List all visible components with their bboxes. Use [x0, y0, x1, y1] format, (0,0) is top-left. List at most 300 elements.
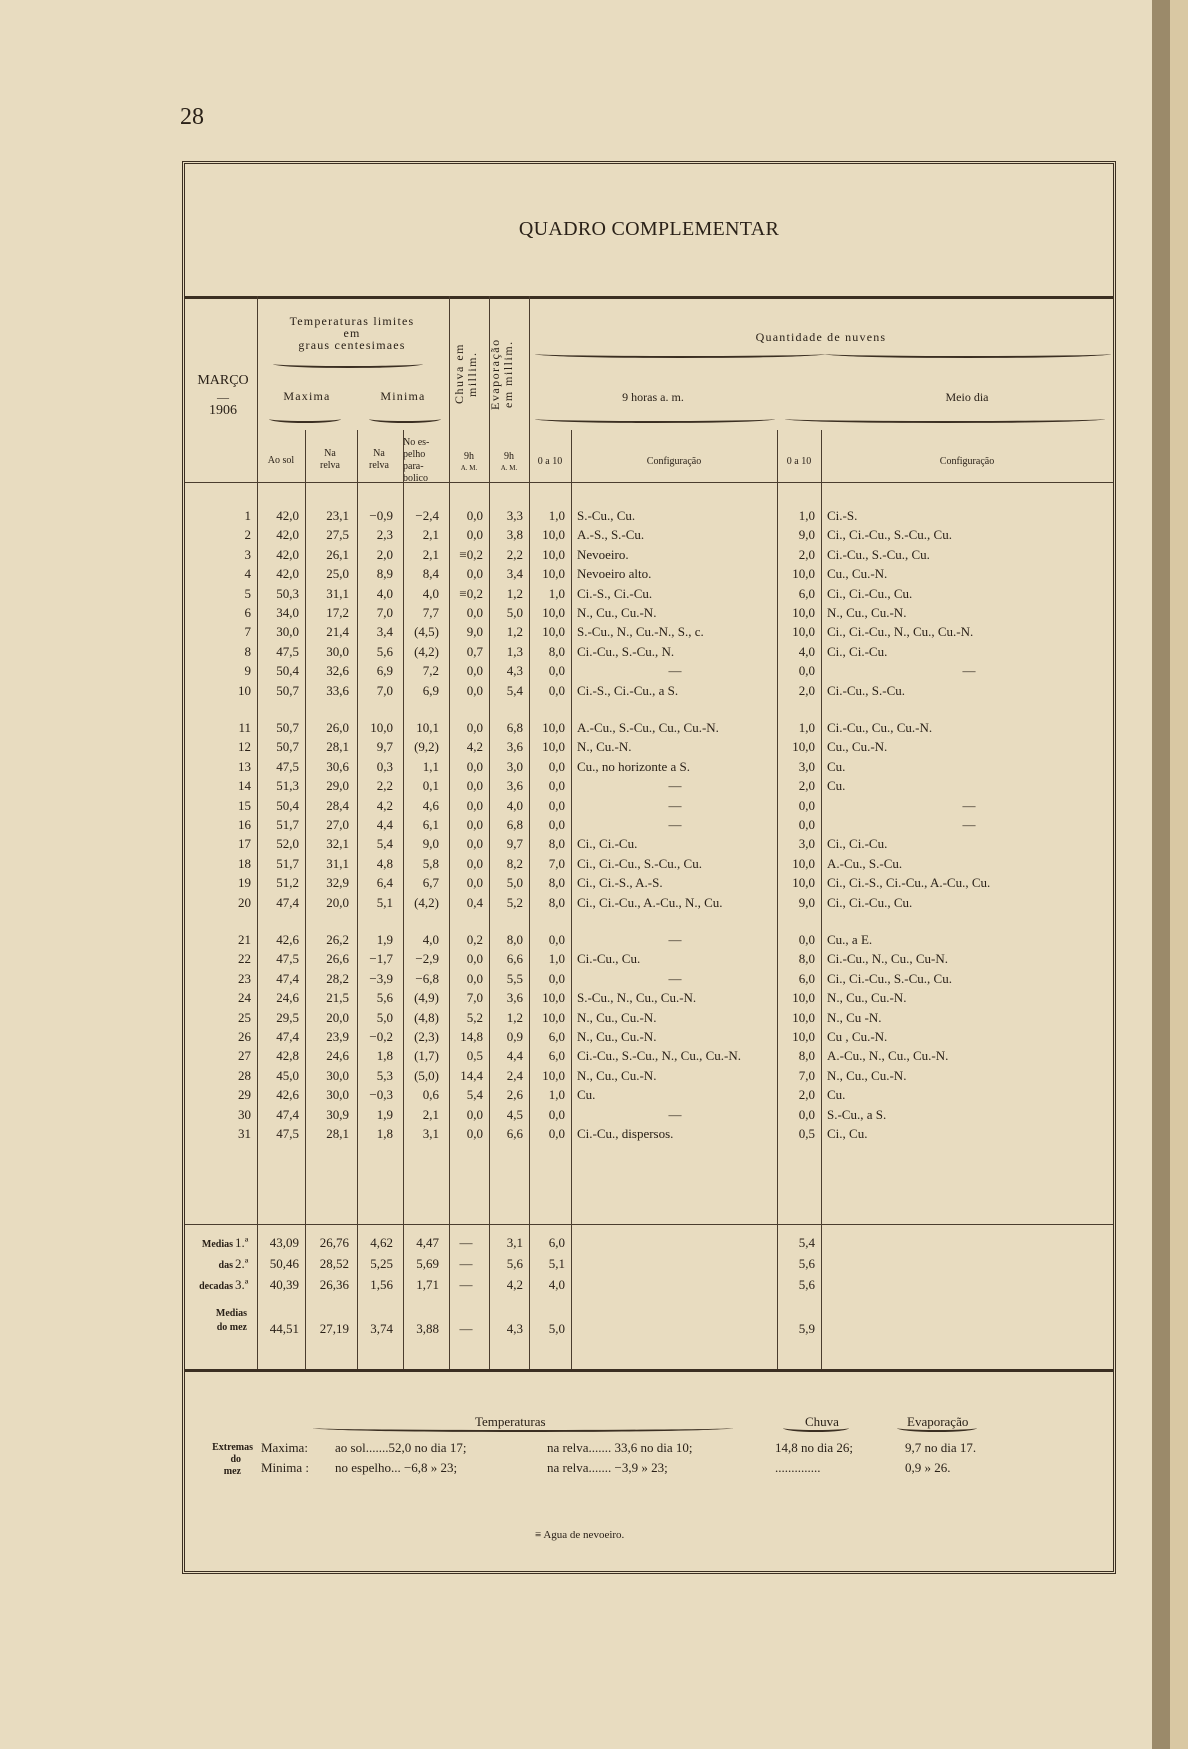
page-edge	[1152, 0, 1170, 1749]
cell-ev: 2,4	[506, 1067, 523, 1083]
cell-nm: 6,0	[798, 970, 815, 986]
cell-d: 13	[238, 758, 251, 774]
evap-header-2: em millim.	[501, 340, 515, 408]
cell-sol: 47,5	[276, 951, 299, 967]
cell-ev: 5,0	[506, 605, 523, 620]
cell-rmin: 1,9	[376, 1106, 393, 1122]
cell-sol: 51,7	[276, 855, 299, 871]
cell-rmax: 26,1	[326, 546, 349, 562]
cell-d: 19	[238, 875, 251, 891]
cell-cm: Cu , Cu.-N.	[827, 1029, 888, 1044]
cell-nm: 9,0	[798, 527, 815, 543]
cell-ev: 0,9	[506, 1029, 523, 1044]
cell-rmin: 5,0	[376, 1009, 393, 1025]
na-relva-min-header-2: relva	[369, 460, 389, 471]
cell-c9: Ci.-S., Ci.-Cu., a S.	[577, 682, 679, 698]
cell-cm: Cu.	[827, 758, 846, 774]
footer-maxima-label: Maxima:	[261, 1440, 308, 1455]
month-label: MARÇO	[197, 373, 249, 388]
cell-c9: Ci., Ci.-Cu.	[577, 836, 638, 852]
media-cell-esp: 5,69	[416, 1256, 439, 1271]
page-title: QUADRO COMPLEMENTAR	[518, 218, 780, 240]
cell-c9: Cu., no horizonte a S.	[577, 758, 691, 774]
cell-esp: (4,9)	[414, 990, 439, 1006]
cell-rmax: 30,0	[326, 1067, 349, 1083]
evaporacao-header	[489, 314, 527, 434]
brace	[783, 1424, 849, 1432]
cell-ev: 3,3	[506, 508, 523, 523]
cell-nm: 0,0	[798, 797, 815, 813]
cell-esp: 7,7	[422, 605, 439, 620]
cell-c9: N., Cu., Cu.-N.	[577, 1067, 657, 1083]
cell-n9: 6,0	[548, 1048, 565, 1064]
cell-n9: 0,0	[548, 758, 565, 774]
cell-c9: Nevoeiro.	[577, 546, 629, 562]
cell-ch: 0,0	[466, 1126, 483, 1141]
cell-nm: 2,0	[798, 778, 815, 794]
cell-cm: Cu., Cu.-N.	[827, 566, 888, 582]
cell-c9: —	[668, 817, 682, 832]
cell-esp: 6,1	[422, 817, 439, 832]
chuva-header-1: Chuva em	[452, 343, 466, 405]
col-divider	[449, 296, 450, 1369]
brace	[269, 415, 341, 423]
cell-rmax: 25,0	[326, 566, 349, 582]
media-mez-cell-ch: —	[459, 1321, 473, 1336]
cell-ev: 5,4	[506, 682, 523, 698]
brace	[535, 350, 825, 358]
cell-ev: 1,2	[506, 624, 523, 640]
footer-max-chuva: 14,8 no dia 26;	[775, 1440, 853, 1455]
cell-cm: N., Cu., Cu.-N.	[827, 605, 907, 620]
cell-esp: 4,6	[422, 797, 439, 813]
cell-rmax: 31,1	[326, 855, 349, 871]
cell-d: 12	[238, 739, 251, 755]
cell-nm: 0,0	[798, 932, 815, 947]
footer-min-t2: na relva....... −3,9 » 23;	[547, 1460, 668, 1475]
brace	[535, 415, 775, 423]
cell-rmin: −1,7	[369, 951, 393, 967]
cell-n9: 10,0	[542, 720, 565, 735]
cell-ch: 0,0	[466, 836, 483, 852]
media-cell-nm: 5,6	[798, 1277, 815, 1292]
cell-nm: 10,0	[792, 566, 815, 582]
cell-nm: 0,5	[798, 1126, 815, 1141]
cell-cm: —	[962, 797, 976, 813]
cell-n9: 1,0	[548, 951, 565, 967]
cell-sol: 42,8	[276, 1048, 299, 1064]
cell-cm: Ci.-S.	[827, 508, 858, 523]
cell-n9: 8,0	[548, 836, 565, 852]
cell-ch: 0,0	[466, 817, 483, 832]
cell-sol: 29,5	[276, 1009, 299, 1025]
cell-n9: 10,0	[542, 1067, 565, 1083]
cell-c9: Ci.-Cu., S.-Cu., N., Cu., Cu.-N.	[577, 1048, 741, 1064]
cell-sol: 30,0	[276, 624, 299, 640]
cell-nm: 10,0	[792, 1009, 815, 1025]
media-cell-sol: 40,39	[269, 1277, 299, 1292]
media-mez-cell-nm: 5,9	[798, 1321, 815, 1336]
cell-sol: 47,5	[276, 758, 299, 774]
cell-ev: 3,6	[506, 739, 523, 755]
cell-esp: 5,8	[422, 855, 439, 871]
cell-esp: 2,1	[422, 546, 439, 562]
cell-nm: 1,0	[798, 508, 815, 523]
cell-ch: 5,2	[466, 1009, 483, 1025]
cell-sol: 42,0	[276, 546, 299, 562]
cell-n9: 10,0	[542, 990, 565, 1006]
footer-max-t2: na relva....... 33,6 no dia 10;	[547, 1440, 693, 1455]
cell-d: 31	[238, 1126, 251, 1141]
media-cell-nm: 5,6	[798, 1256, 815, 1271]
cell-ch: 0,0	[466, 663, 483, 679]
cell-esp: (9,2)	[414, 739, 439, 755]
cell-ch: 0,4	[466, 894, 483, 910]
footer-max-evap: 9,7 no dia 17.	[905, 1440, 977, 1455]
cell-sol: 47,5	[276, 1126, 299, 1141]
cell-esp: 0,6	[422, 1087, 439, 1103]
cell-nm: 10,0	[792, 990, 815, 1006]
cell-rmin: 9,7	[376, 739, 393, 755]
brace	[313, 1424, 733, 1432]
cell-d: 18	[238, 855, 251, 871]
cell-rmax: 17,2	[326, 605, 349, 620]
cell-rmin: 1,8	[376, 1126, 393, 1141]
cell-d: 5	[244, 585, 251, 601]
col-divider	[529, 296, 530, 1369]
cell-ev: 5,0	[506, 875, 523, 891]
cell-nm: 10,0	[792, 739, 815, 755]
cell-sol: 51,7	[276, 817, 299, 832]
cell-cm: Ci., Ci.-Cu., N., Cu., Cu.-N.	[827, 624, 974, 640]
chuva-header	[453, 314, 489, 434]
cell-nm: 2,0	[798, 1087, 815, 1103]
cell-ev: 1,2	[506, 585, 523, 601]
cell-rmax: 23,9	[326, 1029, 349, 1044]
cell-ch: 0,0	[466, 970, 483, 986]
cell-cm: Ci., Ci.-Cu., S.-Cu., Cu.	[827, 970, 952, 986]
media-cell-sol: 50,46	[269, 1256, 299, 1271]
brace	[897, 1424, 977, 1432]
footer-divider	[185, 1369, 1113, 1372]
cell-rmin: −0,3	[369, 1087, 393, 1103]
cell-n9: 0,0	[548, 1106, 565, 1122]
cell-rmin: 7,0	[376, 605, 393, 620]
cell-rmax: 27,0	[326, 817, 349, 832]
cell-rmax: 23,1	[326, 508, 349, 523]
cell-rmin: −0,2	[369, 1029, 393, 1044]
table-frame	[182, 161, 1116, 1574]
cell-ev: 5,2	[506, 894, 523, 910]
cell-esp: (5,0)	[414, 1067, 439, 1083]
cell-d: 7	[244, 624, 251, 640]
cell-d: 23	[238, 970, 251, 986]
cell-c9: N., Cu., Cu.-N.	[577, 1009, 657, 1025]
cell-d: 2	[244, 527, 251, 543]
footer-extremas-3: mez	[223, 1466, 241, 1477]
footer-nota: ≡ Agua de nevoeiro.	[535, 1529, 625, 1541]
cell-cm: Cu.	[827, 778, 846, 794]
cell-d: 15	[238, 797, 251, 813]
cell-sol: 50,3	[276, 585, 299, 601]
cell-n9: 1,0	[548, 585, 565, 601]
media-mez-cell-esp: 3,88	[416, 1321, 439, 1336]
cell-nm: 8,0	[798, 1048, 815, 1064]
cell-ch: ≡0,2	[459, 585, 483, 601]
hora-header-chuva: 9h	[464, 451, 474, 462]
na-relva-max-header-2: relva	[320, 460, 340, 471]
cell-cm: Ci., Ci.-S., Ci.-Cu., A.-Cu., Cu.	[827, 875, 991, 891]
maxima-header: Maxima	[283, 389, 331, 403]
cell-rmax: 20,0	[326, 1009, 349, 1025]
config-header-9h: Configuração	[646, 456, 702, 467]
brace	[785, 415, 1105, 423]
cell-sol: 50,7	[276, 682, 299, 698]
cell-ch: 7,0	[466, 990, 483, 1006]
cell-ch: 0,5	[466, 1048, 483, 1064]
cell-rmax: 30,6	[326, 758, 349, 774]
cell-c9: A.-Cu., S.-Cu., Cu., Cu.-N.	[577, 720, 719, 735]
cell-rmax: 32,9	[326, 875, 349, 891]
cell-n9: 10,0	[542, 605, 565, 620]
cell-nm: 6,0	[798, 585, 815, 601]
cell-c9: S.-Cu., N., Cu., Cu.-N.	[577, 990, 697, 1006]
cell-rmin: 3,4	[376, 624, 393, 640]
media-mez-cell-rmin: 3,74	[370, 1321, 393, 1336]
meio-dia-header: Meio dia	[945, 390, 989, 404]
cell-esp: (1,7)	[414, 1048, 439, 1064]
cell-nm: 9,0	[798, 894, 815, 910]
cell-sol: 24,6	[276, 990, 299, 1006]
cell-sol: 42,0	[276, 527, 299, 543]
cell-esp: 6,7	[422, 875, 439, 891]
cell-d: 30	[238, 1106, 251, 1122]
cell-sol: 47,4	[276, 894, 299, 910]
cell-rmax: 30,0	[326, 643, 349, 659]
cell-cm: A.-Cu., N., Cu., Cu.-N.	[827, 1048, 949, 1064]
cell-nm: 10,0	[792, 1029, 815, 1044]
footer-min-evap: 0,9 » 26.	[905, 1460, 951, 1475]
cell-c9: S.-Cu., N., Cu.-N., S., c.	[577, 624, 704, 640]
cell-cm: Ci., Ci.-Cu., Cu.	[827, 585, 913, 601]
cell-ch: 0,0	[466, 605, 483, 620]
espelho-header-2: pelho	[403, 449, 426, 460]
cell-cm: N., Cu., Cu.-N.	[827, 990, 907, 1006]
cell-n9: 10,0	[542, 1009, 565, 1025]
brace	[273, 360, 423, 368]
cell-ch: 4,2	[466, 739, 483, 755]
page-number: 28	[180, 104, 204, 130]
cell-esp: 4,0	[422, 932, 439, 947]
cell-ev: 3,6	[506, 990, 523, 1006]
cell-sol: 45,0	[276, 1067, 299, 1083]
cell-ch: 0,7	[466, 643, 483, 659]
cell-cm: Ci.-Cu., S.-Cu., Cu.	[827, 546, 930, 562]
media-mez-cell-sol: 44,51	[269, 1321, 299, 1336]
cell-cm: —	[962, 663, 976, 679]
cell-c9: Ci.-Cu., Cu.	[577, 951, 641, 967]
cell-ch: 0,2	[466, 932, 483, 947]
minima-header: Minima	[380, 389, 426, 403]
cell-d: 29	[238, 1087, 251, 1103]
footer-max-t1: ao sol.......52,0 no dia 17;	[335, 1440, 467, 1455]
cell-cm: Ci., Ci.-Cu., S.-Cu., Cu.	[827, 527, 952, 543]
cell-ev: 2,6	[506, 1087, 523, 1103]
cell-ch: 0,0	[466, 951, 483, 967]
media-mez-label: Medias	[215, 1308, 247, 1319]
cell-d: 26	[238, 1029, 251, 1044]
am-header-chuva: A. M.	[460, 464, 478, 472]
cell-esp: −2,4	[415, 508, 439, 523]
cell-ev: 8,2	[506, 855, 523, 871]
cell-ch: 14,8	[460, 1029, 483, 1044]
cell-sol: 47,4	[276, 1106, 299, 1122]
cell-c9: —	[668, 970, 682, 986]
cell-ch: 0,0	[466, 778, 483, 794]
cell-n9: 7,0	[548, 855, 565, 871]
cell-ev: 3,8	[506, 527, 523, 543]
media-cell-rmax: 28,52	[319, 1256, 349, 1271]
cell-n9: 0,0	[548, 778, 565, 794]
col-divider	[571, 430, 572, 1369]
cell-rmax: 28,1	[326, 1126, 349, 1141]
col-divider	[821, 430, 822, 1369]
cell-ev: 4,0	[506, 797, 523, 813]
cell-nm: 10,0	[792, 875, 815, 891]
cell-ev: 4,4	[506, 1048, 523, 1064]
cell-c9: Cu.	[577, 1087, 596, 1103]
cell-ch: 5,4	[466, 1087, 483, 1103]
medias-label: das	[218, 1260, 233, 1271]
cell-nm: 10,0	[792, 624, 815, 640]
cell-d: 25	[238, 1009, 251, 1025]
cell-ch: 0,0	[466, 566, 483, 582]
cell-ch: 0,0	[466, 797, 483, 813]
am-header-evap: A. M.	[500, 464, 518, 472]
media-cell-d: 1.ª	[235, 1235, 249, 1250]
media-cell-ch: —	[459, 1235, 473, 1250]
cell-ev: 3,6	[506, 778, 523, 794]
media-cell-n9: 4,0	[548, 1277, 565, 1292]
cell-rmin: 5,6	[376, 643, 393, 659]
cell-cm: Ci.-Cu., N., Cu., Cu-N.	[827, 951, 948, 967]
media-cell-nm: 5,4	[798, 1235, 815, 1250]
cell-ev: 8,0	[506, 932, 523, 947]
cell-esp: 10,1	[416, 720, 439, 735]
cell-rmin: 10,0	[370, 720, 393, 735]
cell-sol: 50,4	[276, 797, 299, 813]
cell-ch: 0,0	[466, 682, 483, 698]
cell-d: 16	[238, 817, 251, 832]
cell-d: 4	[244, 566, 251, 582]
cell-d: 22	[238, 951, 251, 967]
cell-sol: 42,0	[276, 508, 299, 523]
cell-rmax: 32,1	[326, 836, 349, 852]
temp-group-line3: graus centesimaes	[298, 338, 406, 352]
media-cell-ch: —	[459, 1256, 473, 1271]
cell-c9: A.-S., S.-Cu.	[577, 527, 645, 543]
cell-esp: 6,9	[422, 682, 439, 698]
cell-rmin: 6,9	[376, 663, 393, 679]
cell-c9: —	[668, 932, 682, 947]
col-divider	[489, 296, 490, 1369]
temp-group-line1: Temperaturas limites	[289, 314, 415, 328]
cell-n9: 8,0	[548, 643, 565, 659]
cell-rmax: 21,5	[326, 990, 349, 1006]
cell-c9: —	[668, 778, 682, 794]
cell-cm: Cu., a E.	[827, 932, 873, 947]
media-cell-ev: 4,2	[506, 1277, 523, 1292]
cell-ch: 0,0	[466, 758, 483, 774]
hora-header-evap: 9h	[504, 451, 514, 462]
cell-sol: 42,6	[276, 932, 299, 947]
cell-rmax: 21,4	[326, 624, 349, 640]
cell-c9: Ci.-S., Ci.-Cu.	[577, 585, 653, 601]
cell-sol: 50,7	[276, 720, 299, 735]
ao-sol-header: Ao sol	[267, 455, 295, 466]
media-cell-esp: 1,71	[416, 1277, 439, 1292]
cell-cm: N., Cu., Cu.-N.	[827, 1067, 907, 1083]
cell-d: 14	[238, 778, 251, 794]
cell-cm: —	[962, 817, 976, 832]
cell-n9: 0,0	[548, 1126, 565, 1141]
temp-group-line2: em	[343, 326, 361, 340]
cell-rmin: 5,6	[376, 990, 393, 1006]
cell-c9: N., Cu., Cu.-N.	[577, 605, 657, 620]
cell-rmin: 4,8	[376, 855, 393, 871]
cell-esp: 9,0	[422, 836, 439, 852]
cell-c9: —	[668, 663, 682, 679]
cell-n9: 10,0	[542, 739, 565, 755]
cell-sol: 50,4	[276, 663, 299, 679]
footer-temperaturas: Temperaturas	[475, 1414, 546, 1429]
cell-ev: 1,2	[506, 1009, 523, 1025]
media-cell-esp: 4,47	[416, 1235, 439, 1250]
media-cell-ev: 5,6	[506, 1256, 523, 1271]
cell-sol: 51,3	[276, 778, 299, 794]
year-label: 1906	[209, 403, 237, 418]
cell-d: 17	[238, 836, 251, 852]
cell-c9: Ci., Ci.-S., A.-S.	[577, 875, 663, 891]
zero-dez-header-9h: 0 a 10	[537, 456, 563, 467]
media-cell-n9: 6,0	[548, 1235, 565, 1250]
cell-ev: 6,6	[506, 1126, 523, 1141]
cell-esp: 3,1	[422, 1126, 439, 1141]
cell-c9: Ci., Ci.-Cu., A.-Cu., N., Cu.	[577, 894, 723, 910]
cell-cm: Ci.-Cu., Cu., Cu.-N.	[827, 720, 933, 735]
cell-nm: 0,0	[798, 663, 815, 679]
cell-c9: Ci., Ci.-Cu., S.-Cu., Cu.	[577, 855, 702, 871]
cell-sol: 47,4	[276, 1029, 299, 1044]
cell-rmin: 8,9	[376, 566, 393, 582]
cell-esp: (4,2)	[414, 643, 439, 659]
cell-esp: (2,3)	[414, 1029, 439, 1044]
cell-rmax: 26,2	[326, 932, 349, 947]
cell-sol: 42,0	[276, 566, 299, 582]
cell-nm: 1,0	[798, 720, 815, 735]
cell-rmax: 28,4	[326, 797, 349, 813]
cell-ev: 5,5	[506, 970, 523, 986]
cell-rmax: 26,0	[326, 720, 349, 735]
cell-cm: Cu.	[827, 1087, 846, 1103]
cell-esp: −2,9	[415, 951, 439, 967]
cell-rmax: 32,6	[326, 663, 349, 679]
media-cell-n9: 5,1	[548, 1256, 565, 1271]
cell-rmin: 5,4	[376, 836, 393, 852]
chuva-header-2: millim.	[465, 351, 479, 397]
footer-extremas-1: Extremas	[212, 1442, 253, 1453]
cell-ev: 6,8	[506, 817, 523, 832]
